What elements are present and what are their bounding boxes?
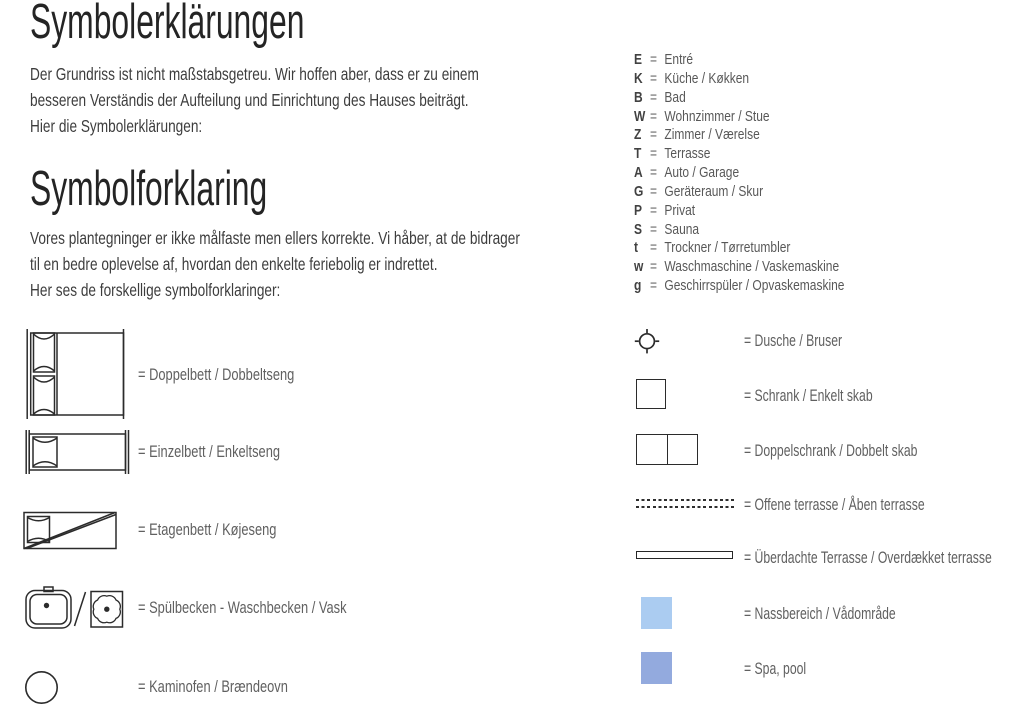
wet-area-swatch [641, 597, 672, 629]
open-terrace-label: = Offene terrasse / Åben terrasse [744, 496, 925, 514]
dashed-line [636, 506, 734, 508]
sink-label: = Spülbecken - Waschbecken / Vask [138, 599, 347, 617]
room-code-row [634, 164, 897, 183]
slash-separator [73, 589, 87, 629]
equals-sign: = [650, 277, 658, 295]
code-letter: B [634, 88, 643, 106]
bunk-bed-label: = Etagenbett / Køjeseng [138, 521, 277, 539]
code-name: Zimmer / Værelse [664, 126, 760, 144]
bunk-bed-icon [23, 511, 119, 551]
equals-sign: = [650, 182, 658, 200]
intro-german-line2: besseren Verständis der Aufteilung und Einrichtung des Hauses beiträgt. [30, 90, 469, 110]
room-code-row [634, 126, 897, 145]
code-letter: W [634, 107, 646, 125]
code-name: Geräteraum / Skur [664, 182, 764, 200]
intro-danish-line3: Her ses de forskellige symbolforklaringer: [30, 280, 281, 300]
room-code-row [634, 70, 897, 89]
equals-sign: = [650, 126, 658, 144]
double-closet-icon [636, 434, 698, 465]
code-name: Entré [664, 51, 694, 68]
code-letter: w [634, 258, 644, 276]
sink-icon [25, 586, 73, 630]
intro-danish-line1: Vores plantegninger er ikke målfaste men ellers korrekte. Vi håber, at de bidrager [30, 228, 520, 248]
intro-german-line3: Hier die Symbolerklärungen: [30, 116, 203, 136]
closet-icon [636, 379, 666, 409]
double-closet-label: = Doppelschrank / Dobbelt skab [744, 442, 918, 460]
room-code-list [634, 51, 897, 296]
page-title-danish: Symbolforklaring [30, 162, 268, 216]
code-letter: A [634, 164, 643, 182]
equals-sign: = [650, 164, 658, 182]
room-code-row [634, 258, 897, 277]
closet-label: = Schrank / Enkelt skab [744, 387, 873, 405]
code-name: Geschirrspüler / Opvaskemaskine [664, 277, 845, 295]
code-letter: S [634, 220, 643, 238]
room-code-row [634, 108, 897, 127]
code-letter: T [634, 145, 642, 163]
code-letter: Z [634, 126, 642, 144]
intro-paragraph-german [30, 61, 479, 139]
equals-sign: = [650, 220, 658, 238]
single-bed-label: = Einzelbett / Enkeltseng [138, 443, 281, 461]
equals-sign: = [650, 258, 658, 276]
code-letter: E [634, 51, 643, 68]
code-name: Trockner / Tørretumbler [664, 239, 791, 257]
shower-icon [632, 326, 662, 356]
code-name: Privat [664, 201, 696, 219]
equals-sign: = [650, 145, 658, 163]
covered-terrace-icon [636, 551, 733, 559]
room-code-row [634, 183, 897, 202]
page-title-german: Symbolerklärungen [30, 0, 305, 49]
equals-sign: = [650, 239, 658, 257]
equals-sign: = [650, 107, 658, 125]
code-letter: G [634, 182, 644, 200]
equals-sign: = [650, 201, 658, 219]
equals-sign: = [650, 88, 658, 106]
room-code-row [634, 221, 897, 240]
double-bed-icon [26, 329, 128, 419]
dashed-line [636, 499, 734, 501]
code-letter: t [634, 239, 638, 257]
code-letter: K [634, 69, 643, 87]
room-code-row [634, 277, 897, 296]
equals-sign: = [650, 51, 658, 68]
covered-terrace-label: = Überdachte Terrasse / Overdækket terrasse [744, 549, 992, 567]
intro-paragraph-danish [30, 225, 520, 303]
code-name: Bad [664, 88, 686, 106]
code-letter: P [634, 201, 643, 219]
shower-label: = Dusche / Bruser [744, 332, 843, 350]
room-code-row [634, 239, 897, 258]
double-bed-label: = Doppelbett / Dobbeltseng [138, 366, 295, 384]
wood-stove-icon [24, 670, 60, 706]
room-code-row [634, 145, 897, 164]
code-name: Waschmaschine / Vaskemaskine [664, 258, 840, 276]
equals-sign: = [650, 69, 658, 87]
single-bed-icon [25, 430, 131, 474]
code-letter: g [634, 277, 642, 295]
spa-pool-label: = Spa, pool [744, 660, 807, 678]
intro-german-line1: Der Grundriss ist nicht maßstabsgetreu. Wir hoffen aber, dass er zu einem [30, 64, 479, 84]
open-terrace-icon [636, 499, 734, 510]
room-code-row [634, 89, 897, 108]
room-code-row [634, 51, 897, 70]
wood-stove-label: = Kaminofen / Brændeovn [138, 678, 288, 696]
closet-divider [667, 435, 668, 464]
wet-area-label: = Nassbereich / Vådområde [744, 605, 896, 623]
code-name: Auto / Garage [664, 164, 740, 182]
code-name: Wohnzimmer / Stue [664, 107, 770, 125]
spa-pool-swatch [641, 652, 672, 684]
code-name: Sauna [664, 220, 700, 238]
intro-danish-line2: til en bedre oplevelse af, hvordan den enkelte feriebolig er indrettet. [30, 254, 438, 274]
code-name: Küche / Køkken [664, 69, 750, 87]
washbasin-icon [89, 586, 125, 630]
room-code-row [634, 202, 897, 221]
code-name: Terrasse [664, 145, 711, 163]
